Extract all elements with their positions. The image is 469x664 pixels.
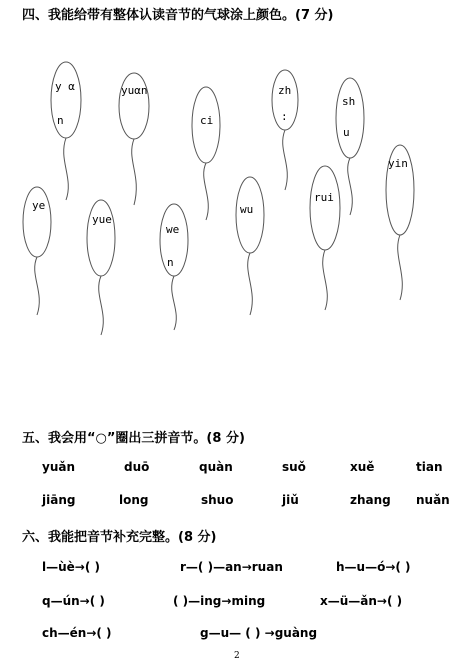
balloon-6-text: yin [388, 157, 408, 170]
balloon-2-string [132, 139, 137, 205]
balloon-5 [336, 78, 364, 158]
syllable-r2-6: nuǎn [416, 493, 450, 507]
balloon-4-string [283, 130, 288, 190]
balloon-7-string [35, 257, 40, 315]
fill-item-2: r—( )—an→ruan [180, 560, 283, 574]
balloon-3-string [204, 163, 209, 220]
syllable-r2-1: jiāng [42, 493, 76, 507]
balloon-1 [51, 62, 81, 138]
balloon-2-text: yuαn [121, 84, 148, 97]
fill-item-3: h—u—ó→( ) [336, 560, 411, 574]
syllable-r1-6: tian [416, 460, 443, 474]
syllable-r2-5: zhang [350, 493, 391, 507]
fill-item-8: g—u— ( ) →guàng [200, 626, 318, 640]
section-4-title: 四、我能给带有整体认读音节的气球涂上颜色。(7 分) [22, 8, 334, 23]
fill-item-6: x—ü—ǎn→( ) [320, 594, 403, 608]
syllable-r1-3: quàn [199, 460, 233, 474]
balloon-5-string [348, 158, 353, 215]
balloon-11-string [323, 250, 328, 310]
balloon-10-string [248, 253, 253, 315]
syllable-r2-3: shuo [201, 493, 234, 507]
balloon-6-string [398, 235, 403, 300]
balloon-7 [23, 187, 51, 257]
balloon-2 [119, 73, 149, 139]
syllable-r2-4: jiǔ [282, 493, 299, 507]
balloon-10-text: wu [240, 203, 254, 216]
fill-item-5: ( )—ing→ming [173, 594, 266, 608]
page-number: 2 [234, 651, 240, 661]
syllable-r1-4: suǒ [282, 460, 306, 474]
syllable-r1-2: duō [124, 460, 150, 474]
balloon-4-text-2: : [281, 110, 288, 123]
balloon-11 [310, 166, 340, 250]
section-5-title: 五、我会用“○”圈出三拼音节。(8 分) [22, 431, 245, 446]
balloon-8 [87, 200, 115, 276]
balloon-3-text: ci [200, 114, 214, 127]
balloon-9-text-2: n [167, 256, 174, 269]
balloon-7-text: ye [32, 199, 46, 212]
section-6-title: 六、我能把音节补充完整。(8 分) [22, 530, 217, 545]
balloon-1-string [64, 138, 69, 200]
fill-item-7: ch—én→( ) [42, 626, 112, 640]
balloon-1-text-2: n [57, 114, 64, 127]
syllable-r1-5: xuě [350, 460, 375, 474]
balloon-4-text: zh [278, 84, 292, 97]
fill-item-4: q—ún→( ) [42, 594, 105, 608]
balloon-5-text-2: u [343, 126, 350, 139]
syllable-r1-1: yuǎn [42, 460, 76, 474]
balloon-1-text: y α [55, 80, 75, 93]
syllable-r2-2: long [119, 493, 149, 507]
balloon-8-text: yue [92, 213, 112, 226]
balloon-9-string [172, 276, 177, 330]
balloon-11-text: rui [314, 191, 334, 204]
balloon-8-string [99, 276, 104, 335]
balloon-5-text: sh [342, 95, 356, 108]
balloon-9-text: we [166, 223, 180, 236]
fill-item-1: l—ùè→( ) [42, 560, 100, 574]
balloon-9 [160, 204, 188, 276]
